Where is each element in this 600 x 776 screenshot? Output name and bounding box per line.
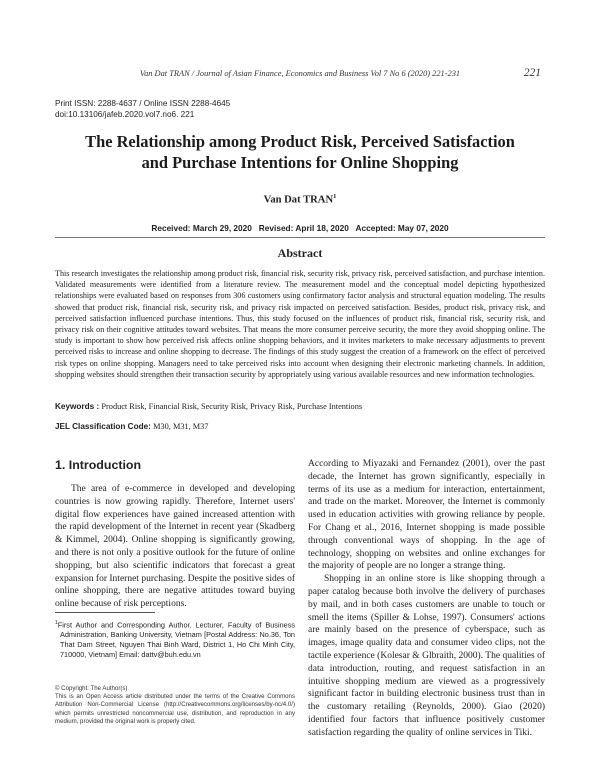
keywords-label: Keywords : [55, 402, 102, 411]
issn-block [55, 98, 230, 120]
intro-paragraph-1: The area of e-commerce in developed and developing countries is now growing rapidly. Therefore, Internet users' digital flow experiences have gained increased attention with the rapid development of the Internet in recent year (Skadberg & Kimmel, 2004). Online shopping is significantly growing, and there is not only a positive outlook for the future of online shopping, but also scientific indicators that forecast a great expansion for Internet purchasing. Despite the positive sides of online shopping, there are negative attitudes toward buying online because of risk perceptions. [55, 484, 295, 610]
running-title: Van Dat TRAN / Journal of Asian Finance, Economics and Business Vol 7 No 6 (2020) 221-231 [139, 69, 461, 78]
abstract-heading: Abstract [277, 246, 323, 260]
intro-paragraph-3: Shopping in an online store is like shopping through a paper catalog because both involve the delivery of purchases by mail, and in both cases customers are unable to touch or smell the items (Spiller & Lohse, 1997). Consumers' actions are mainly based on the presence of cyberspace, such as images, image quality data and consumer video clips, not the tactile experience (Kolesar & Glbraith, 2000). The qualities of data introduction, routing, and request satisfaction in an intuitive shopping medium are viewed as a progressively significant factor in building electronic business trust than in the customary retailing (Reynolds, 2000). Giao (2020) identified four factors that influence positively customer satisfaction regarding the quality of online services in Tiki. [308, 574, 545, 738]
right-column [308, 458, 545, 740]
paper-title [40, 131, 560, 173]
abstract-text: This research investigates the relationship among product risk, financial risk, security risk, privacy risk, perceived satisfaction, and purchase intention. Validated measurements were identified from a literature review. The measurement model and the conceptual model depicting hypothesized relationships were evaluated based on responses from 306 customers using confirmatory factor analysis and structural equation modeling. The results showed that product risk, financial risk, security risk, and privacy risk impacted on perceived satisfaction. Besides, product risk, privacy risk, and perceived satisfaction influenced purchase intentions. Thus, this study focused on the influences of product risk, financial risk, security risk, and privacy risk on their cognitive attitudes toward websites. That means the more consumer perceive security, the more they avoid shopping online. The study is important to show how perceived risk affects online shopping behaviors, and it invites marketers to make necessary adjustments to prevent perceived risks to increase and online shopping to decrease. The findings of this study suggest the creation of a framework on the effect of perceived risk types on online shopping. Managers need to take perceived risks into account when designing their electronic marketing channels. In addition, shopping websites should strengthen their transaction security by appropriately using various available resources and new information technologies. [55, 269, 545, 379]
footnote-divider [55, 612, 155, 613]
keywords [55, 402, 545, 411]
keywords-text: Product Risk, Financial Risk, Security Risk, Privacy Risk, Purchase Intentions [101, 402, 363, 411]
author-marker: 1 [333, 193, 337, 200]
left-column [55, 458, 295, 611]
footnote [55, 618, 295, 660]
page-number: 221 [523, 67, 541, 79]
copyright-line: © Copyright: The Author(s) [55, 685, 128, 692]
footnote-text: First Author and Corresponding Author. Lecturer, Faculty of Business Administration, Banking University, Vietnam [Postal Address: No.36, Ton That Dam Street, Nguyen Thai Binh Ward, District 1, Ho Chi Minh City, 710000, Vietnam] Email: dattv@buh.edu.vn [57, 620, 295, 660]
submission-dates: Received: March 29, 2020 Revised: April 18, 2020 Accepted: May 07, 2020 [151, 223, 449, 233]
title-line-2: and Purchase Intentions for Online Shopping [141, 153, 459, 172]
license-text: This is an Open Access article distributed under the terms of the Creative Commons Attribution Non-Commercial License (http://Creativecommons.org/licenses/by-nc/4.0/) which permits unrestricted noncommercial use, distribution, and reproduction in any medium, provided the original work is properly cited. [55, 693, 295, 725]
author-name: Van Dat TRAN [263, 194, 334, 206]
copyright-notice [55, 685, 295, 726]
section-heading-introduction: 1. Introduction [55, 458, 142, 472]
jel-label: JEL Classification Code: [55, 422, 154, 431]
running-header [0, 69, 600, 83]
divider [55, 237, 545, 238]
author [0, 193, 600, 206]
jel-text: M30, M31, M37 [153, 422, 209, 431]
title-line-1: The Relationship among Product Risk, Perceived Satisfaction [85, 132, 515, 151]
intro-paragraph-2: According to Miyazaki and Fernandez (2001), over the past decade, the Internet has grown significantly, especially in terms of its use as a medium for interaction, entertainment, and trade on the market. Moreover, the Internet is commonly used in education activities with growing reliance by people. For Chang et al., 2016, Internet shopping is made possible through conventional ways of shopping. In the age of technology, shopping on websites and online exchanges for the majority of people are no longer a strange thing. [308, 459, 545, 572]
footnote-marker: 1 [55, 620, 58, 626]
issn-line: Print ISSN: 2288-4637 / Online ISSN 2288-4645 [55, 99, 231, 108]
jel-codes [55, 422, 545, 431]
doi-line: doi:10.13106/jafeb.2020.vol7.no6. 221 [55, 110, 195, 119]
